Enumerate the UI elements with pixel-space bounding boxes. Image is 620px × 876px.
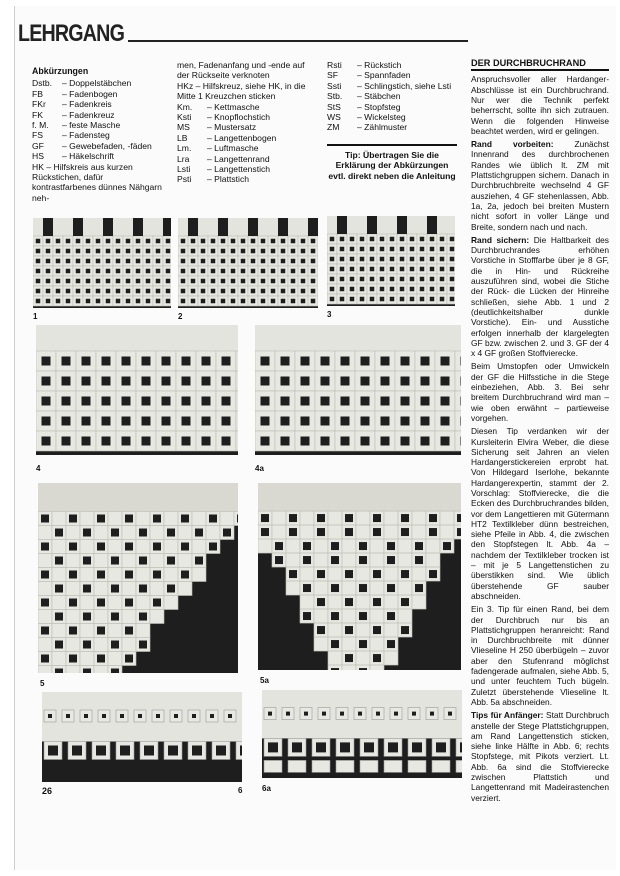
abbreviation-key: Km.: [177, 101, 193, 112]
abbreviation-row: [32, 78, 162, 88]
abbreviation-key: StS: [327, 101, 341, 112]
abbreviation-meaning: – Schlingstich, siehe Lsti: [357, 80, 452, 91]
abbreviation-row: [327, 81, 457, 91]
abbreviation-meaning: – Fadenkreis: [62, 99, 112, 110]
page-number: 26: [42, 786, 53, 796]
abbreviation-key: MS: [177, 122, 190, 133]
abbreviation-key: Ssti: [327, 80, 342, 91]
abbreviation-meaning: – Stäbchen: [357, 91, 401, 102]
abbreviation-key: Stb.: [327, 91, 343, 102]
abbreviation-row: [32, 99, 162, 109]
photo-1: [33, 218, 171, 308]
abbreviation-key: Lm.: [177, 143, 192, 154]
abbreviation-key: GF: [32, 140, 44, 151]
article-paragraph-6: [471, 710, 609, 803]
abbreviation-meaning: – Zählmuster: [357, 122, 408, 133]
abbrev-hkz: HKz – Hilfskreuz, siehe HK, in die Mitte 1 Kreuzchen sticken: [177, 80, 306, 102]
abbreviation-key: Rsti: [327, 60, 342, 70]
abbreviation-meaning: – Langettenstich: [207, 164, 271, 175]
photo-6a: [262, 690, 462, 778]
abbreviation-meaning: – Wickelsteg: [357, 112, 406, 123]
header-rule: [128, 40, 468, 42]
abbreviation-meaning: – Gewebefaden, -fäden: [62, 140, 152, 151]
abbreviation-key: ZM: [327, 122, 340, 133]
article-paragraph-5: Ein 3. Tip für einen Rand, bei dem der Durchbruch nur bis an Plattstichgruppen heranreicht: Rand in Durchbruchbreite mit dünner Vlieseline H 250 überbügeln – zuvor aber den Stufenrand möglichst fadengerade aufmalen, siehe Abb. 5, und unter feuchtem Tuch bügeln. Zuletzt überstehende Vlieseline lt. Abb. 5a abschneiden.: [471, 604, 609, 707]
caption-3: 3: [327, 310, 332, 319]
abbreviation-key: Dstb.: [32, 78, 53, 89]
abbreviation-row: [327, 70, 457, 80]
abbreviation-row: [177, 102, 317, 112]
abbreviation-meaning: – Fadenkreuz: [62, 109, 115, 120]
abbreviation-key: LB: [177, 132, 188, 143]
abbreviation-key: Lsti: [177, 164, 191, 175]
abbreviation-row: [177, 122, 317, 132]
abbreviation-row: [32, 110, 162, 120]
paragraph-1-heading: Rand vorbeiten:: [471, 139, 554, 150]
photo-4: [36, 325, 238, 455]
photo-5a: [258, 483, 461, 670]
abbreviation-meaning: – Fadensteg: [62, 130, 110, 141]
abbreviation-row: [327, 102, 457, 112]
abbreviations-col2: [177, 60, 317, 185]
abbreviation-meaning: – Knopflochstich: [207, 112, 271, 123]
article-intro: Anspruchsvoller aller Hardanger-Abschlüsse ist ein Durchbruchrand. Nur wer die Technik perfekt beherrscht, sollte ihn sich zutrauen. Wenn die folgenden Hinweise beachtet werden, wird er gelingen.: [471, 74, 609, 136]
article-paragraph-1: [471, 139, 609, 232]
abbreviation-row: [177, 174, 317, 184]
abbreviation-key: WS: [327, 112, 341, 123]
paragraph-6-heading: Tips für Anfänger:: [471, 710, 544, 721]
abbreviation-key: FK: [32, 109, 43, 120]
abbreviation-row: [177, 112, 317, 122]
abbreviation-row: [177, 154, 317, 164]
article-title: DER DURCHBRUCHRAND: [471, 58, 609, 71]
abbrev-hk: HK – Hilfskreis aus kurzen Rückstichen, dafür kontrastfarbenes dünnes Nähgarn neh-: [32, 161, 162, 203]
abbreviation-meaning: – feste Masche: [62, 120, 121, 131]
article-paragraph-2: [471, 235, 609, 359]
caption-6a: 6a: [262, 784, 271, 793]
abbreviation-meaning: – Doppelstäbchen: [62, 78, 132, 89]
article-paragraph-4: Diesen Tip verdanken wir der Kursleiterin Elvira Weber, die diese Sicherung seit Jahren an vielen Hardangerstickereien erprobt hat. Von Hildegard Iserlohe, bekannte Hardangerexpertin, stammt der 2. Vorschlag: Stoffvierecke, die die Ecken des Durchbruchrandes bilden, vor dem Langettieren mit Gütermann HT2 Textilkleber dünn bestreichen, siehe Pfeile in Abb. 4, die zwischen den Stopfstegen lt. Abb. 4a – nachdem der Textilkleber trocken ist – mit je 5 Langettenstichen zu überstikken sind. Wie üblich überstehende GF sauber abschneiden.: [471, 426, 609, 601]
article-column: [471, 58, 609, 806]
caption-4: 4: [36, 464, 41, 473]
article-paragraph-3: Beim Umstopfen oder Umwickeln der GF die Hilfsstiche in die Stege einbeziehen, Abb. 3. Bei sehr breitem Durchbruchrand wird man – wie oben erwähnt – partieweise vorgehen.: [471, 361, 609, 423]
photo-6: [42, 692, 242, 782]
abbreviation-meaning: – Häkelschrift: [62, 151, 115, 162]
caption-1: 1: [33, 312, 38, 321]
photo-4a: [255, 325, 461, 455]
abbrev-hk-continued: men, Fadenanfang und -ende auf der Rückseite verknoten: [177, 60, 305, 81]
abbreviation-row: [327, 91, 457, 101]
caption-2: 2: [178, 312, 183, 321]
abbreviation-row: [177, 133, 317, 143]
abbreviation-meaning: – Mustersatz: [207, 122, 257, 133]
abbreviation-row: [177, 164, 317, 174]
abbreviation-key: SF: [327, 70, 338, 81]
caption-6: 6: [238, 786, 243, 795]
photo-5: [38, 483, 238, 673]
abbreviation-meaning: – Kettmasche: [207, 101, 260, 112]
abbreviation-row: [327, 60, 457, 70]
paragraph-6-text: Statt Durchbruch anstelle der Stege Plattstichgruppen, am Rand Langettenstich sticken, siehe linke Hälfte in Abb. 6; rechts Stopfstege, mit Pikots verziert. Lt. Abb. 6a sind die Stoffvierecke zwischen Plattstich und Langettenrand mit Madeirastenchen verziert.: [471, 710, 610, 803]
caption-5a: 5a: [260, 676, 269, 685]
abbreviation-row: [32, 141, 162, 151]
caption-4a: 4a: [255, 464, 264, 473]
abbreviation-meaning: – Langettenbogen: [207, 132, 277, 143]
abbreviation-meaning: – Plattstich: [207, 174, 250, 185]
abbreviation-row: [327, 122, 457, 132]
abbreviation-row: [32, 120, 162, 130]
abbreviation-key: f. M.: [32, 120, 49, 131]
abbreviation-row: [327, 112, 457, 122]
page-header: [18, 20, 468, 52]
abbreviation-key: FS: [32, 130, 43, 141]
paragraph-2-text: Die Haltbarkeit des Durchbruchrandes erhöhen Vorstiche in Stofffarbe über je 8 GF, die in Hin- und Rückreihe auszuführen sind, wobei die Stiche der Rück- die Lücken der Hinreihe schließen, siehe Abb. 1 und 2 (deutlichkeitshalber dunkle Vorstiche). Ein- und Ausstiche erfolgen innerhalb der klargelegten GF bzw. zwischen 2. und 3. GF der 4 x 4 GF großen Stoffvierecke.: [471, 234, 609, 359]
abbreviation-row: [32, 89, 162, 99]
abbreviation-key: Ksti: [177, 112, 192, 123]
abbreviations-col3: [327, 60, 457, 133]
section-title: LEHRGANG: [18, 20, 125, 47]
abbreviation-meaning: – Fadenbogen: [62, 88, 118, 99]
abbreviations-heading: Abkürzungen: [32, 66, 89, 76]
abbreviation-row: [32, 151, 162, 161]
abbreviation-key: Psti: [177, 174, 192, 185]
abbreviations-col1: [32, 66, 162, 203]
abbreviation-key: FKr: [32, 99, 46, 110]
abbreviation-key: Lra: [177, 153, 190, 164]
photo-3: [327, 216, 455, 306]
abbreviation-row: [32, 130, 162, 140]
abbreviation-meaning: – Langettenrand: [207, 153, 270, 164]
abbreviation-key: FB: [32, 88, 43, 99]
photo-2: [178, 218, 318, 308]
abbreviation-row: [177, 143, 317, 153]
paragraph-1-text: Zunächst Innenrand des durchbrochenen Randes wie üblich lt. ZM mit Plattstichgruppen sichern. Danach in Durchbruchbreite wechselnd 4 GF ausziehen, 4 GF stehenlassen, Abb. 1a, 2a, jedoch bei breiten Mustern nicht sofort in voller Länge und Breite, sondern nach und nach.: [471, 139, 609, 232]
caption-5: 5: [40, 679, 45, 688]
abbreviation-meaning: – Rückstich: [357, 60, 402, 70]
abbreviation-meaning: – Stopfsteg: [357, 101, 401, 112]
abbreviation-meaning: – Spannfaden: [357, 70, 411, 81]
abbreviation-key: HS: [32, 151, 44, 162]
paragraph-2-heading: Rand sichern:: [471, 234, 530, 245]
abbreviation-meaning: – Luftmasche: [207, 143, 259, 154]
tip-box: Tip: Übertragen Sie die Erklärung der Abkürzungen evtl. direkt neben die Anleitung: [327, 144, 457, 181]
